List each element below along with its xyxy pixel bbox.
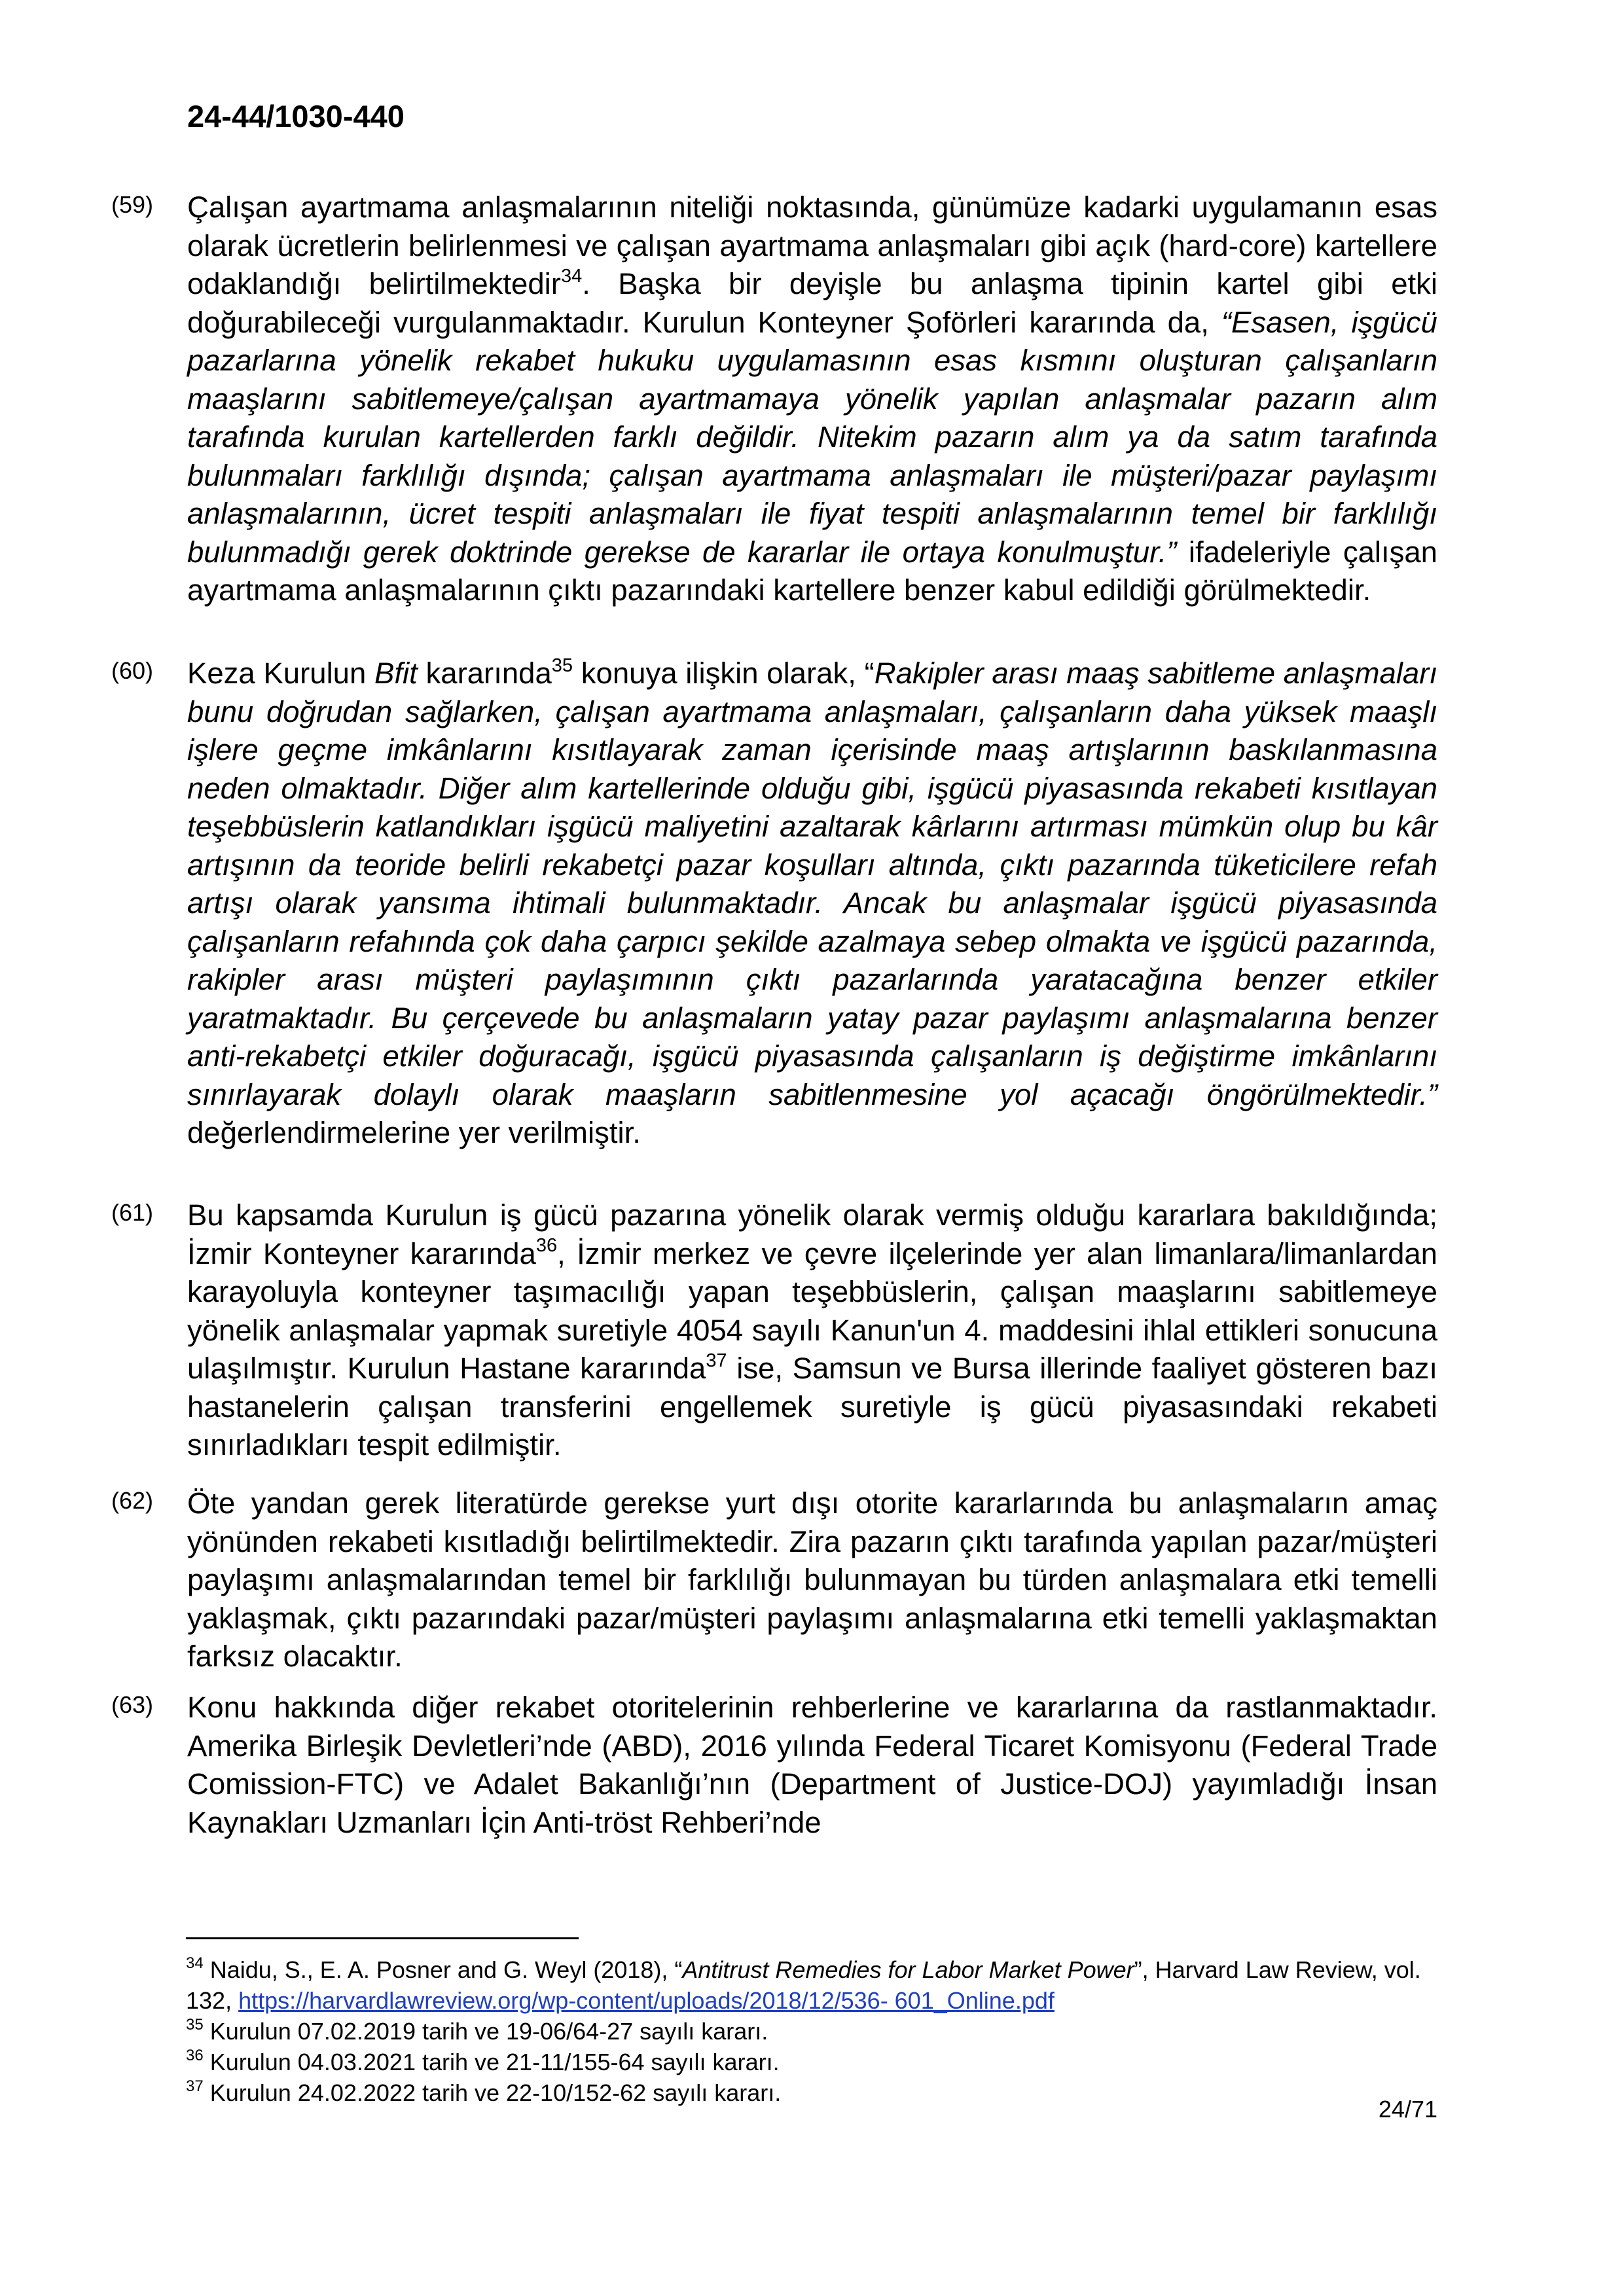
paragraph-text: Öte yandan gerek literatürde gerekse yurt dışı otorite kararlarında bu anlaşmaların amaç yönünden rekabeti kısıtladığı belirtilmektedir. Zira pazarın çıktı tarafında yapılan pazar/müşteri paylaşımı anlaşmalarından temel bir farklılığı bulunmayan bu türden anlaşmalara etki temelli yaklaşmak, çıktı pazarındaki pazar/müşteri paylaşımı anlaşmalarına etki temelli yaklaşmaktan farksız olacaktır. <box>187 1486 1437 1673</box>
reference-link[interactable]: https://harvardlawreview.org/wp-content/uploads/2018/12/536- 601_Online.pdf <box>238 1987 1055 2014</box>
paragraph-number: (62) <box>111 1487 154 1514</box>
document-number: 24-44/1030-440 <box>187 99 405 134</box>
footnote-reference: 35 <box>186 2016 204 2034</box>
paragraph-text: Bu kapsamda Kurulun iş gücü pazarına yönelik olarak vermiş olduğu kararlara bakıldığında; İzmir Konteyner kararında$^{36}$, İzmir merkez ve çevre ilçelerinde yer alan limanlara/limanlardan karayoluyla konteyner taşımacılığı yapan teşebbüslerin, çalışan maaşlarını sabitlemeye yönelik anlaşmalar yapmak suretiyle 4054 sayılı Kanun'un 4. maddesini ihlal ettikleri sonucuna ulaşılmıştır. Kurulun Hastane kararında$^{37}$ ise, Samsun ve Bursa illerinde faaliyet gösteren bazı hastanelerin çalışan transferini engellemek suretiyle iş gücü piyasasındaki rekabeti sınırladıkları tespit edilmiştir. <box>187 1198 1437 1462</box>
footnote-reference: 34 <box>560 265 583 287</box>
paragraph-number: (60) <box>111 657 154 684</box>
footnote-reference: 37 <box>706 1350 727 1371</box>
footnote-separator <box>186 1937 579 1939</box>
paragraph-number: (63) <box>111 1691 154 1718</box>
footnote-reference: 36 <box>535 1235 558 1257</box>
footnote-reference: 37 <box>186 2077 204 2095</box>
italic-text: Antitrust Remedies for Labor Market Power <box>682 1956 1134 1983</box>
italic-text: “Esasen, işgücü pazarlarına yönelik rekabet hukuku uygulamasının esas kısmını oluşturan çalışanların maaşlarını sabitlemeye/çalışan ayartmamaya yönelik yapılan anlaşmalar pazarın alım tarafında kurulan kartellerden farklı değildir. Nitekim pazarın alım ya da satım tarafında bulunmaları farklılığı dışında; çalışan ayartmama anlaşmaları ile müşteri/pazar paylaşımı anlaşmalarının, ücret tespiti anlaşmaları ile fiyat tespiti anlaşmalarının temel bir farklılığı bulunmadığı gerek doktrinde gerekse de kararlar ile ortaya konulmuştur.” <box>187 305 1437 569</box>
paragraph-63 <box>111 1689 1437 1842</box>
paragraph-60 <box>111 655 1437 1153</box>
footnotes <box>186 1954 1437 2108</box>
paragraph-62 <box>111 1484 1437 1676</box>
paragraph-text: Konu hakkında diğer rekabet otoritelerinin rehberlerine ve kararlarına da rastlanmaktadır. Amerika Birleşik Devletleri’nde (ABD), 2016 yılında Federal Ticaret Komisyonu (Federal Trade Comission-FTC) ve Adalet Bakanlığı’nın (Department of Justice-DOJ) yayımladığı İnsan Kaynakları Uzmanları İçin Anti-tröst Rehberi’nde <box>187 1691 1437 1839</box>
italic-text: Rakipler arası maaş sabitleme anlaşmaları bunu doğrudan sağlarken, çalışan ayartmama anlaşmaları, çalışanların daha yüksek maaşlı işlere geçme imkânlarını kısıtlayarak zaman içerisinde maaş artışlarının baskılanmasına neden olmaktadır. Diğer alım kartellerinde olduğu gibi, işgücü piyasasında rekabeti kısıtlayan teşebbüslerin katlandıkları işgücü maliyetini azaltarak kârlarını artırması mümkün olup bu kâr artışının da teoride belirli rekabetçi pazar koşulları altında, çıktı pazarında tüketicilere refah artışı olarak yansıma ihtimali bulunmaktadır. Ancak bu anlaşmalar işgücü piyasasında çalışanların refahında çok daha çarpıcı şekilde azalmaya sebep olmakta ve işgücü pazarında, rakipler arası müşteri paylaşımının çıktı pazarlarında yaratacağına benzer etkiler yaratmaktadır. Bu çerçevede bu anlaşmaların yatay pazar paylaşımı anlaşmalarına benzer anti-rekabetçi etkiler doğuracağı, işgücü piyasasında çalışanların iş değiştirme imkânlarını sınırlayarak dolaylı olarak maaşların sabitlenmesine yol açacağı öngörülmektedir.” <box>187 656 1437 1111</box>
paragraph-number: (59) <box>111 191 154 218</box>
paragraph-61 <box>111 1196 1437 1465</box>
footnote-34: $^{34}$ Naidu, S., E. A. Posner and G. Weyl (2018), “Antitrust Remedies for Labor Market Power”, Harvard Law Review, vol. 132, https://harvardlawreview.org/wp-content/uploads/2018/12/536- 601_Online.pdf <box>186 1954 1421 2014</box>
paragraph-text: Keza Kurulun Bfit kararında$^{35}$ konuya ilişkin olarak, “Rakipler arası maaş sabitleme anlaşmaları bunu doğrudan sağlarken, çalışan ayartmama anlaşmaları, çalışanların daha yüksek maaşlı işlere geçme imkânlarını kısıtlayarak zaman içerisinde maaş artışlarının baskılanmasına neden olmaktadır. Diğer alım kartellerinde olduğu gibi, işgücü piyasasında rekabeti kısıtlayan teşebbüslerin katlandıkları işgücü maliyetini azaltarak kârlarını artırması mümkün olup bu kâr artışının da teoride belirli rekabetçi pazar koşulları altında, çıktı pazarında tüketicilere refah artışı olarak yansıma ihtimali bulunmaktadır. Ancak bu anlaşmalar işgücü piyasasında çalışanların refahında çok daha çarpıcı şekilde azalmaya sebep olmakta ve işgücü pazarında, rakipler arası müşteri paylaşımının çıktı pazarlarında yaratacağına benzer etkiler yaratmaktadır. Bu çerçevede bu anlaşmaların yatay pazar paylaşımı anlaşmalarına benzer anti-rekabetçi etkiler doğuracağı, işgücü piyasasında çalışanların iş değiştirme imkânlarını sınırlayarak dolaylı olarak maaşların sabitlenmesine yol açacağı öngörülmektedir.” değerlendirmelerine yer verilmiştir. <box>187 655 1437 1149</box>
footnote-36: $^{36}$ Kurulun 04.03.2021 tarih ve 21-11/155-64 sayılı kararı. <box>186 2047 780 2075</box>
paragraph-text: Çalışan ayartmama anlaşmalarının niteliği noktasında, günümüze kadarki uygulamanın esas olarak ücretlerin belirlenmesi ve çalışan ayartmama anlaşmaları gibi açık (hard-core) kartellere odaklandığı belirtilmektedir$^{34}$. Başka bir deyişle bu anlaşma tipinin kartel gibi etki doğurabileceği vurgulanmaktadır. Kurulun Konteyner Şoförleri kararında da, “Esasen, işgücü pazarlarına yönelik rekabet hukuku uygulamasının esas kısmını oluşturan çalışanların maaşlarını sabitlemeye/çalışan ayartmamaya yönelik yapılan anlaşmalar pazarın alım tarafında kurulan kartellerden farklı değildir. Nitekim pazarın alım ya da satım tarafında bulunmaları farklılığı dışında; çalışan ayartmama anlaşmaları ile müşteri/pazar paylaşımı anlaşmalarının, ücret tespiti anlaşmaları ile fiyat tespiti anlaşmalarının temel bir farklılığı bulunmadığı gerek doktrinde gerekse de kararlar ile ortaya konulmuştur.” ifadeleriyle çalışan ayartmama anlaşmalarının çıktı pazarındaki kartellere benzer kabul edildiği görülmektedir. <box>187 190 1437 607</box>
paragraph-59 <box>111 188 1437 610</box>
italic-text: Bfit <box>374 656 418 690</box>
footnote-reference: 34 <box>186 1954 204 1972</box>
footnote-reference: 35 <box>551 655 573 676</box>
footnote-reference: 36 <box>186 2047 204 2064</box>
paragraph-number: (61) <box>111 1199 154 1226</box>
footnote-35: $^{35}$ Kurulun 07.02.2019 tarih ve 19-06/64-27 sayılı kararı. <box>186 2016 768 2045</box>
page-number: 24/71 <box>1378 2096 1437 2123</box>
footnote-37: $^{37}$ Kurulun 24.02.2022 tarih ve 22-10/152-62 sayılı kararı. <box>186 2077 782 2106</box>
